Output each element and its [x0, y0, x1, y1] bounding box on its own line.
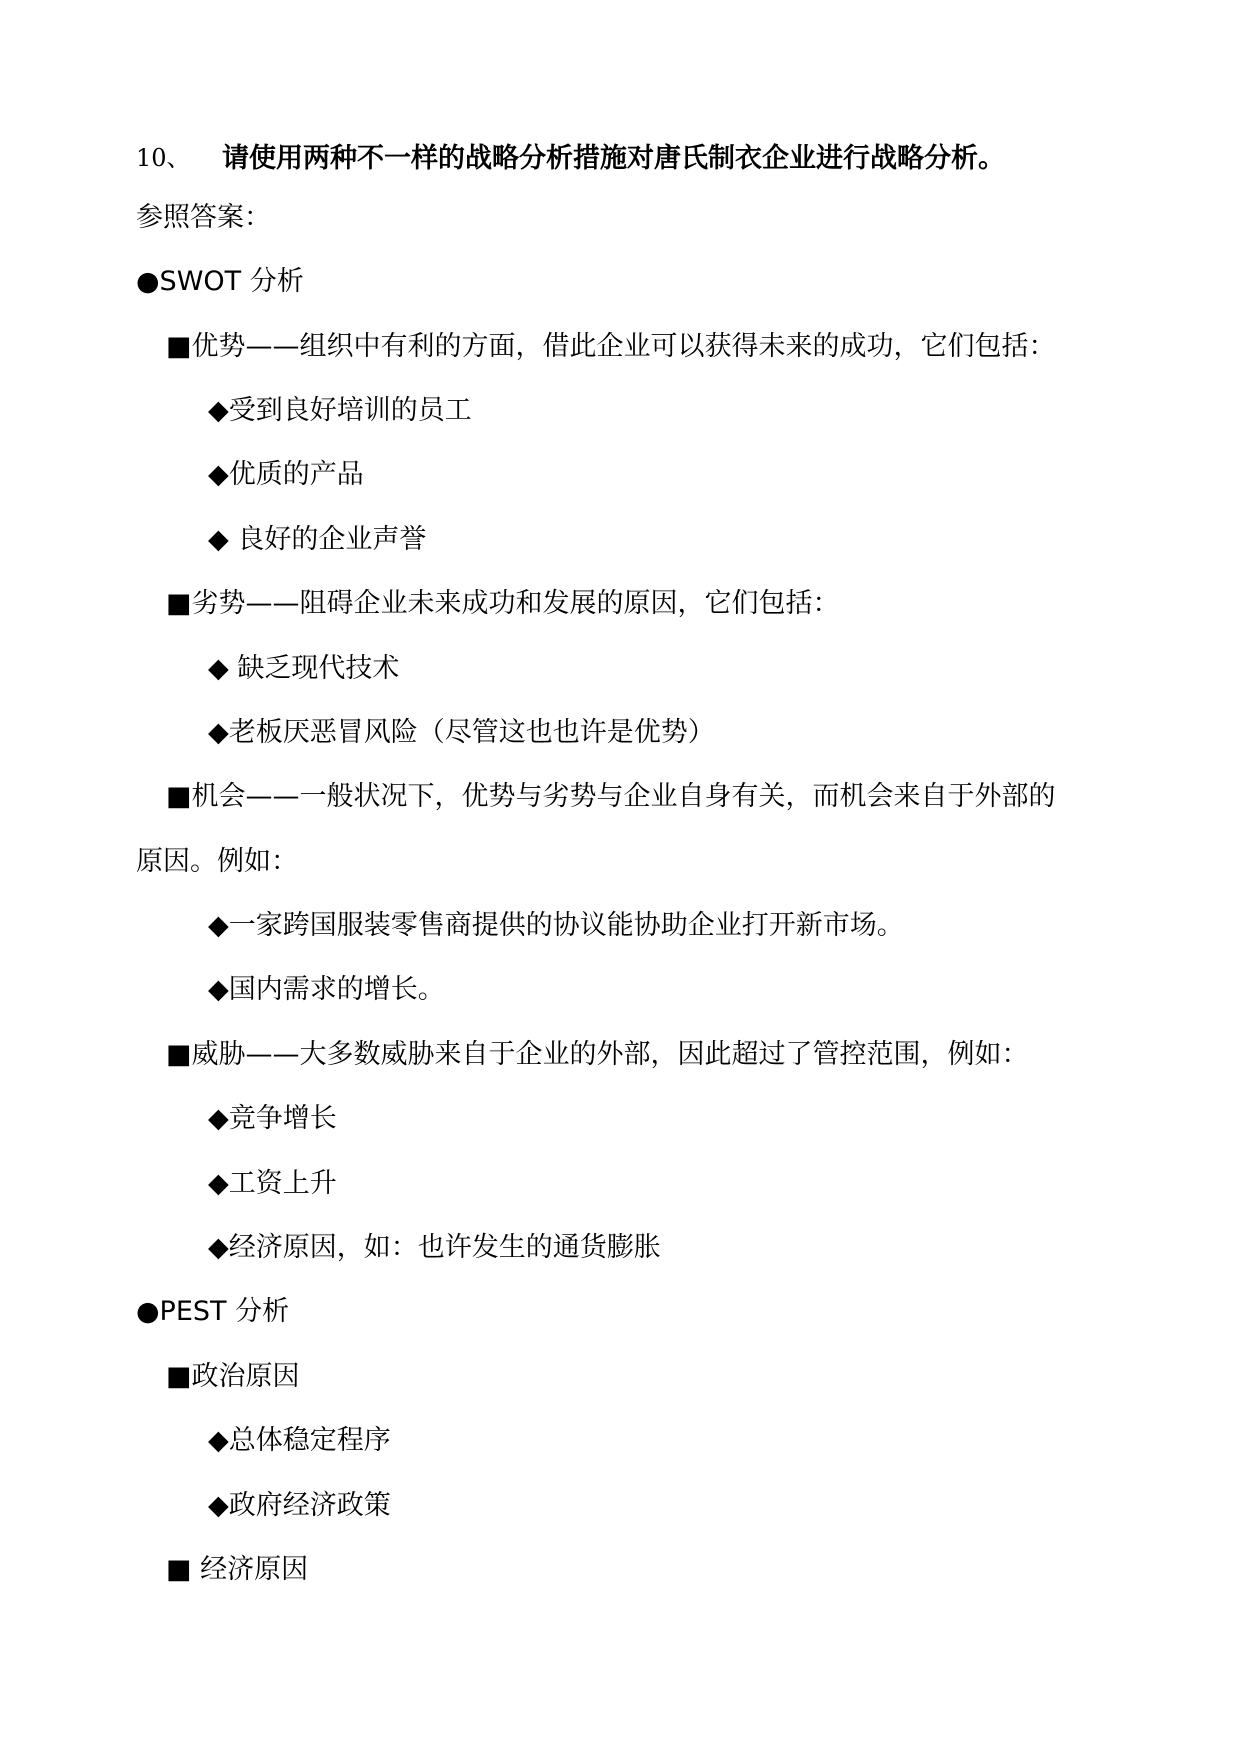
list-item: ◆受到良好培训的员工 [208, 395, 472, 426]
swot-threats-heading: ■威胁——大多数威胁来自于企业的外部，因此超过了管控范围，例如： [166, 1039, 1029, 1070]
list-item: ◆国内需求的增长。 [208, 974, 445, 1005]
swot-weaknesses-heading: ■劣势——阻碍企业未来成功和发展的原因，它们包括： [166, 588, 840, 619]
section-heading-pest: ●PEST 分析 [136, 1296, 290, 1327]
list-item: ◆ 缺乏现代技术 [208, 653, 400, 684]
answer-label: 参照答案： [136, 202, 271, 233]
list-item: ◆老板厌恶冒风险（尽管这也也许是优势） [208, 717, 715, 748]
list-item: ◆经济原因，如：也许发生的通货膨胀 [208, 1232, 661, 1263]
list-item: ◆一家跨国服装零售商提供的协议能协助企业打开新市场。 [208, 910, 904, 941]
list-item: ◆竞争增长 [208, 1103, 337, 1134]
pest-political-heading: ■政治原因 [166, 1361, 300, 1392]
list-item: ◆政府经济政策 [208, 1490, 391, 1521]
section-heading-swot: ●SWOT 分析 [136, 266, 304, 297]
list-item: ◆ 良好的企业声誉 [208, 524, 427, 555]
swot-strengths-heading: ■优势——组织中有利的方面，借此企业可以获得未来的成功，它们包括： [166, 331, 1056, 362]
list-item: ◆工资上升 [208, 1168, 337, 1199]
list-item: ◆优质的产品 [208, 459, 364, 490]
question-title: 请使用两种不一样的战略分析措施对唐氏制衣企业进行战略分析。 [222, 143, 1005, 174]
pest-economic-heading: ■ 经济原因 [166, 1554, 309, 1585]
question-number: 10、 [136, 144, 191, 172]
list-item: ◆总体稳定程序 [208, 1425, 391, 1456]
paragraph-continuation: 原因。例如： [136, 846, 298, 877]
swot-opportunities-heading: ■机会——一般状况下，优势与劣势与企业自身有关，而机会来自于外部的 [166, 781, 1056, 812]
